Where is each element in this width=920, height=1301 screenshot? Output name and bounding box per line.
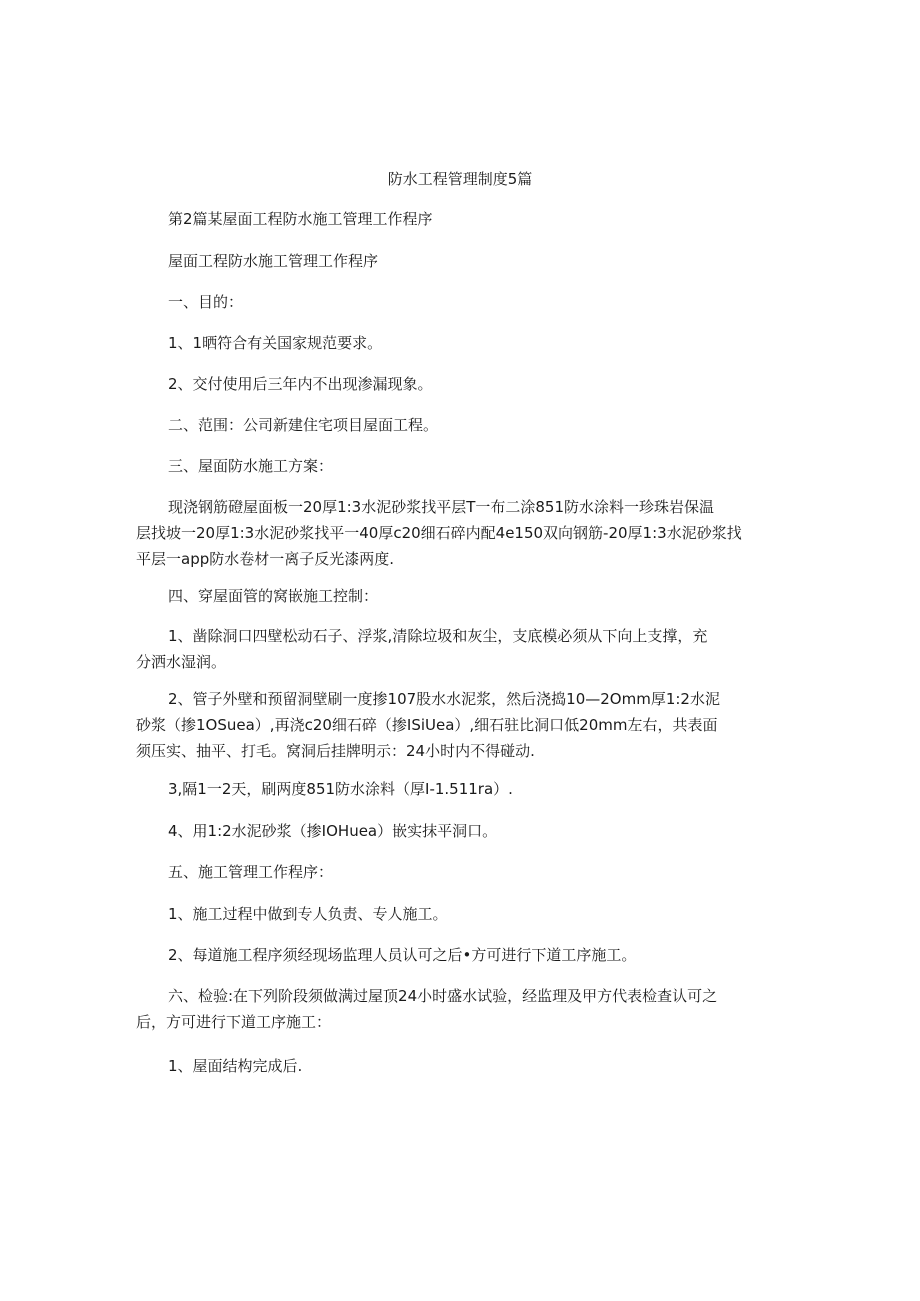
section3-body-line: 现浇钢筋磴屋面板一20厚1:3水泥砂浆找平层T一布二涂851防水涂料一珍珠岩保温 <box>168 498 715 516</box>
section3-body-line: 层找坡一20厚1:3水泥砂浆找平一40厚c20细石碎内配4e150双向钢筋-20厚1:3水泥砂浆找 <box>136 524 742 542</box>
section4-item3: 3,隔1一2天，刷两度851防水涂料（厚I-1.511ra）. <box>168 780 513 798</box>
section1-item2: 2、交付使用后三年内不出现渗漏现象。 <box>168 375 433 393</box>
section4-item2-line: 须压实、抽平、打毛。窝洞后挂牌明示：24小时内不得碰动. <box>136 742 535 760</box>
document-title: 防水工程管理制度5篇 <box>387 170 533 188</box>
section6-heading-line: 后，方可进行下道工序施工： <box>136 1013 332 1031</box>
section1-heading: 一、目的： <box>168 293 244 311</box>
section4-heading: 四、穿屋面管的窝嵌施工控制： <box>168 587 379 605</box>
section4-item1-line: 1、凿除洞口四壁松动石子、浮浆,清除垃圾和灰尘，支底模必须从下向上支撑，充 <box>168 627 708 645</box>
section4-item1-line: 分洒水湿润。 <box>136 653 227 671</box>
section2-heading: 二、范围：公司新建住宅项目屋面工程。 <box>168 416 439 434</box>
section5-item2: 2、每道施工程序须经现场监理人员认可之后•方可进行下道工序施工。 <box>168 946 637 964</box>
section6-heading <box>136 983 786 1035</box>
section5-heading: 五、施工管理工作程序： <box>168 863 334 881</box>
section6-heading-line: 六、检验:在下列阶段须做满过屋顶24小时盛水试验，经监理及甲方代表检查认可之 <box>168 987 718 1005</box>
section3-body <box>136 494 786 572</box>
section4-item1 <box>136 623 786 675</box>
document-subtitle: 第2篇某屋面工程防水施工管理工作程序 <box>168 210 433 228</box>
section4-item2-line: 砂浆（掺1OSuea）,再浇c20细石碎（掺ISiUea）,细石驻比洞口低20mm左右，共表面 <box>136 716 718 734</box>
section1-item1: 1、1晒符合有关国家规范要求。 <box>168 334 383 352</box>
section6-item1: 1、屋面结构完成后. <box>168 1057 303 1075</box>
section5-item1: 1、施工过程中做到专人负责、专人施工。 <box>168 905 448 923</box>
section4-item4: 4、用1:2水泥砂浆（掺IOHuea）嵌实抹平洞口。 <box>168 822 498 840</box>
section3-heading: 三、屋面防水施工方案： <box>168 457 334 475</box>
section4-item2-line: 2、管子外壁和预留洞壁刷一度掺107股水水泥浆，然后浇捣10—2Omm厚1:2水泥 <box>168 690 720 708</box>
section3-body-line: 平层一app防水卷材一离子反光漆两度. <box>136 550 395 568</box>
section4-item2 <box>136 686 786 764</box>
section-heading: 屋面工程防水施工管理工作程序 <box>168 252 379 270</box>
